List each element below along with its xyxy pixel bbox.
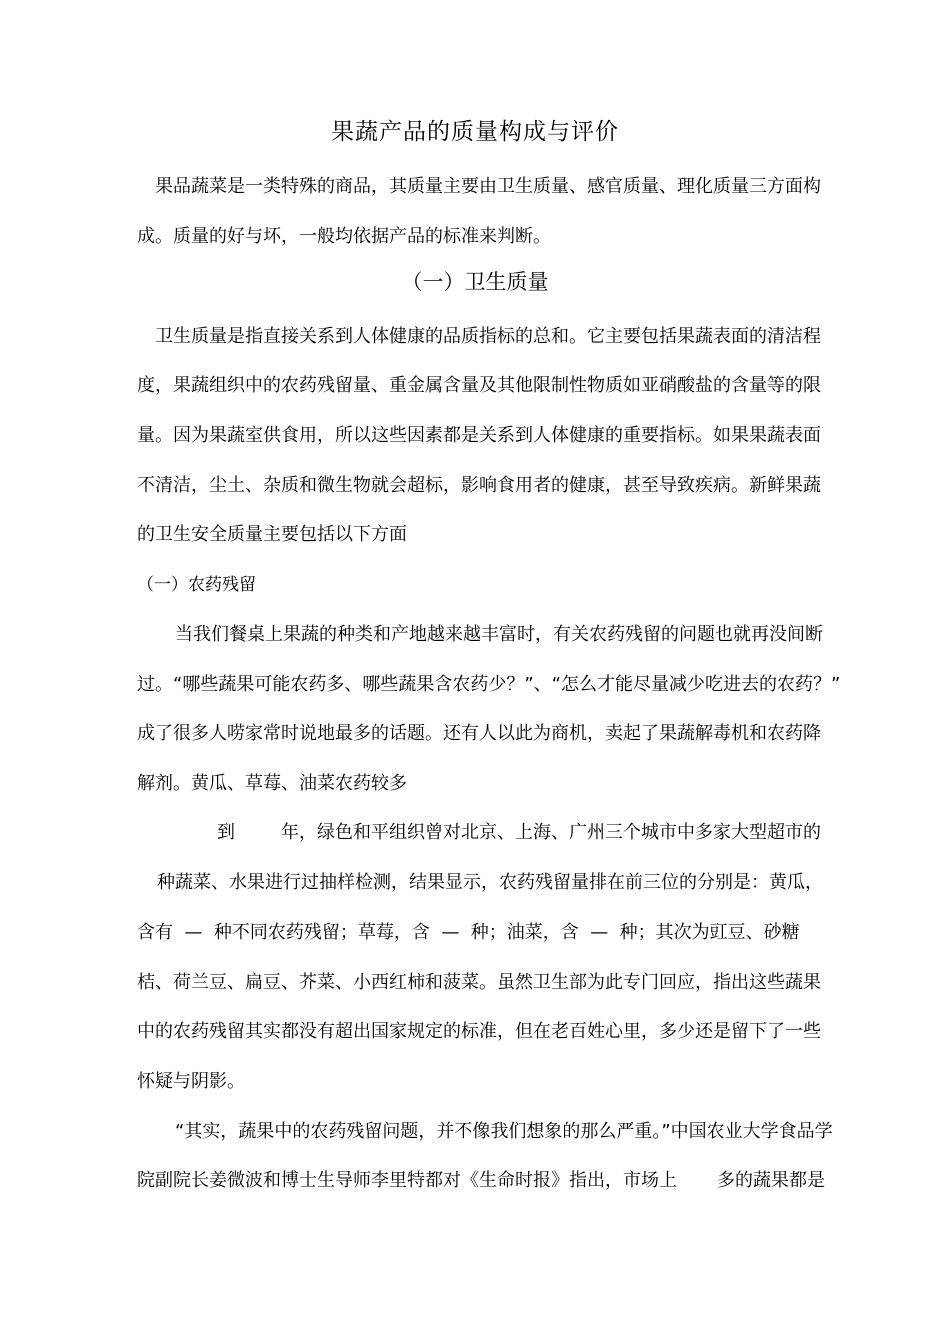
survey-line-1-b: 年，绿色和平组织曾对北京、上海、广州三个城市中多家大型超市的	[281, 822, 821, 843]
survey-line-2-text: 种蔬菜、水果进行过抽样检测，结果显示，农药残留量排在前三位的分别是：黄瓜，	[157, 872, 823, 893]
hygiene-line-2: 度，果蔬组织中的农药残留量、重金属含量及其他限制性物质如亚硝酸盐的含量等的限	[137, 375, 821, 396]
survey-line-6: 怀疑与阴影。	[137, 1071, 245, 1092]
expert-line-2	[137, 1166, 861, 1196]
subsection-heading-pesticide: （一）农药残留	[137, 575, 256, 595]
hygiene-line-4: 不清洁，尘土、杂质和微生物就会超标，影响食用者的健康，甚至导致疾病。新鲜果蔬	[137, 475, 821, 496]
expert-line-2-b: 多的蔬果都是	[717, 1170, 825, 1191]
survey-line-4: 桔、荷兰豆、扁豆、芥菜、小西红柿和菠菜。虽然卫生部为此专门回应，指出这些蔬果	[137, 972, 821, 993]
hygiene-line-3: 量。因为果蔬室供食用，所以这些因素都是关系到人体健康的重要指标。如果果蔬表面	[137, 425, 821, 446]
survey-line-5: 中的农药残留其实都没有超出国家规定的标准，但在老百姓心里，多少还是留下了一些	[137, 1021, 821, 1042]
expert-line-1: “其实，蔬果中的农药残留问题，并不像我们想象的那么严重。”中国农业大学食品学	[175, 1121, 833, 1142]
section-heading-hygiene: （一）卫生质量	[401, 270, 549, 294]
intro-line-2: 成。质量的好与坏，一般均依据产品的标准来判断。	[137, 226, 551, 247]
pesticide-line-2: 过。“哪些蔬果可能农药多、哪些蔬果含农药少？”、“怎么才能尽量减少吃进去的农药？”	[137, 674, 841, 695]
survey-line-2	[137, 868, 861, 898]
survey-line-3: 含有 — 种不同农药残留；草莓，含 — 种；油菜，含 — 种；其次为豇豆、砂糖	[137, 922, 800, 943]
hygiene-line-1: 卫生质量是指直接关系到人体健康的品质指标的总和。它主要包括果蔬表面的清洁程	[155, 326, 821, 347]
expert-line-2-a: 院副院长姜微波和博士生导师李里特都对《生命时报》指出，市场上	[137, 1170, 677, 1191]
pesticide-line-3: 成了很多人唠家常时说地最多的话题。还有人以此为商机，卖起了果蔬解毒机和农药降	[137, 723, 821, 744]
pesticide-line-4: 解剂。黄瓜、草莓、油菜农药较多	[137, 773, 407, 794]
pesticide-line-1: 当我们餐桌上果蔬的种类和产地越来越丰富时，有关农药残留的问题也就再没间断	[175, 624, 823, 645]
document-title: 果蔬产品的质量构成与评价	[331, 119, 619, 145]
intro-line-1: 果品蔬菜是一类特殊的商品，其质量主要由卫生质量、感官质量、理化质量三方面构	[155, 176, 821, 197]
survey-line-1-a: 到	[217, 822, 235, 843]
survey-line-1	[137, 818, 861, 848]
hygiene-line-5: 的卫生安全质量主要包括以下方面	[137, 524, 407, 545]
